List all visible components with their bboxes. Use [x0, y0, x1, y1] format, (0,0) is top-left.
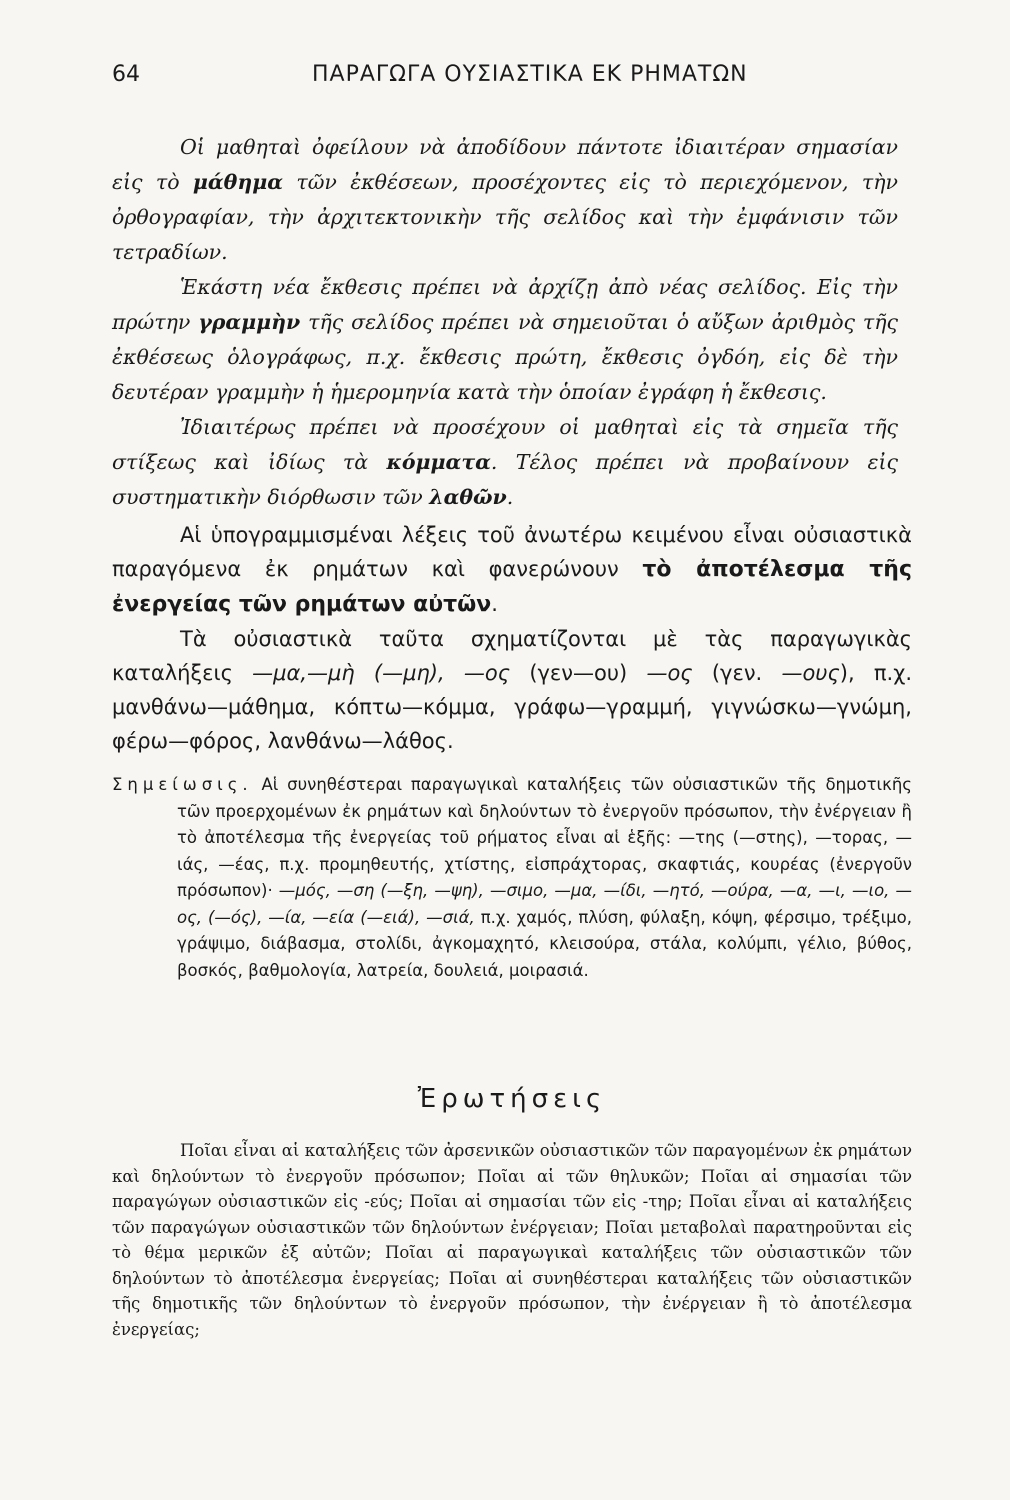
page-header	[112, 62, 912, 102]
note-block	[112, 772, 912, 984]
main-p2-text-d: (γεν.	[692, 661, 782, 685]
intro-paragraph-1	[112, 130, 898, 270]
main-p2-italic-3: —ος	[646, 661, 693, 685]
questions-block	[112, 1138, 912, 1342]
note-text-a: Αἱ συνηθέστεραι παραγωγικαὶ καταλήξεις τῶν οὐσιαστικῶν τῆς δημοτικῆς τῶν προερχομένων ἐκ ρημάτων καὶ δηλούντων τὸ ἐνεργοῦν πρόσωπον, τὴν ἐνέργειαν ἢ τὸ ἀποτέλεσμα τῆς ἐνεργείας τοῦ ρήματος εἶναι αἱ ἑξῆς: —της (—στης), —τορας, —ιάς, —έας, π.χ. προμηθευτής, χτίστης, εἰσπράχτορας, σκαφτιάς, κουρέας (ἐνεργοῦν πρόσωπον)·	[177, 775, 912, 900]
note-text-b: π.χ. χαμός, πλύση, φύλαξη, κόψη, φέρσιμο, τρέξιμο, γράψιμο, διάβασμα, στολίδι, ἀγκομαχητό, κλεισούρα, στάλα, κολύμπι, γέλιο, βύθος, βοσκός, βαθμολογία, λατρεία, δουλειά, μοιρασιά.	[177, 907, 913, 980]
section-title: Ἐρωτήσεις	[417, 1084, 607, 1114]
intro-text	[112, 126, 898, 515]
intro-p2-bold: γραμμὴν	[198, 310, 301, 334]
running-title: ΠΑΡΑΓΩΓΑ ΟΥΣΙΑΣΤΙΚΑ ΕΚ ΡΗΜΑΤΩΝ	[312, 62, 748, 87]
questions-paragraph: Ποῖαι εἶναι αἱ καταλήξεις τῶν ἀρσενικῶν οὐσιαστικῶν τῶν παραγομένων ἐκ ρημάτων καὶ δηλούντων τὸ ἐνεργοῦν πρόσωπον; Ποῖαι αἱ τῶν θηλυκῶν; Ποῖαι αἱ σημασίαι τῶν παραγώγων οὐσιαστικῶν εἰς -εύς; Ποῖαι αἱ σημασίαι τῶν εἰς -τηρ; Ποῖαι εἶναι αἱ καταλήξεις τῶν παραγώγων οὐσιαστικῶν τῶν δηλούντων ἐνέργειαν; Ποῖαι μεταβολαὶ παρατηροῦνται εἰς τὸ θέμα μερικῶν ἐξ αὐτῶν; Ποῖαι αἱ παραγωγικαὶ καταλήξεις τῶν οὐσιαστικῶν τῶν δηλούντων τὸ ἀποτέλεσμα ἐνεργείας; Ποῖαι αἱ συνηθέστεραι καταλήξεις τῶν οὐσιαστικῶν τῆς δημοτικῆς τῶν δηλούντων τὸ ἐνεργοῦν πρόσωπον, τὴν ἐνέργειαν ἢ τὸ ἀποτέλεσμα ἐνεργείας;	[112, 1141, 912, 1339]
main-text	[112, 518, 912, 758]
note-paragraph	[112, 772, 912, 984]
intro-p2-text-a: Ἑκάστη νέα ἔκθεσις πρέπει νὰ ἀρχίζῃ ἀπὸ νέας σελίδος. Εἰς τὴν πρώτην	[112, 275, 898, 334]
main-paragraph-1	[112, 518, 912, 622]
main-p2-italic-2: —ος	[463, 661, 511, 685]
intro-p2-text-b: τῆς σελίδος πρέπει νὰ σημειοῦται ὁ αὔξων ἀριθμὸς τῆς ἐκθέσεως ὁλογράφως, π.χ. ἔκθεσις πρώτη, ἔκθεσις ὀγδόη, εἰς δὲ τὴν δευτέραν γραμμὴν ἡ ἡμερομηνία κατὰ τὴν ὁποίαν ἐγράφη ἡ ἔκθεσις.	[112, 310, 899, 404]
main-paragraph-2	[112, 622, 912, 758]
main-p2-text-c: (γεν—ου)	[510, 661, 647, 685]
main-p2-italic-4: —ους	[781, 661, 840, 685]
intro-p1-text-b: τῶν ἐκθέσεων, προσέχοντες εἰς τὸ περιεχόμενον, τὴν ὀρθογραφίαν, τὴν ἀρχιτεκτονικὴν τῆς σελίδος καὶ τὴν ἐμφάνισιν τῶν τετραδίων.	[112, 170, 898, 264]
main-p2-italic-1: —μα,—μὴ (—μη),	[252, 661, 445, 685]
intro-paragraph-2	[112, 270, 898, 410]
note-label: Σημείωσις.	[112, 775, 253, 794]
intro-p3-text-b: . Τέλος πρέπει νὰ προβαίνουν εἰς συστηματικὴν διόρθωσιν τῶν	[112, 450, 898, 509]
intro-paragraph-3	[112, 410, 898, 515]
page-number: 64	[112, 62, 140, 87]
main-p2-text-a: Τὰ οὐσιαστικὰ ταῦτα σχηματίζονται μὲ τὰς παραγωγικὰς καταλήξεις	[112, 627, 912, 685]
main-p1-text-a: Αἱ ὑπογραμμισμέναι λέξεις τοῦ ἀνωτέρω κειμένου εἶναι οὐσιαστικὰ παραγόμενα ἐκ ρημάτων καὶ φανερώνουν	[112, 523, 912, 581]
intro-p3-bold-1: κόμματα	[386, 450, 491, 474]
intro-p3-text-c: .	[506, 485, 514, 509]
intro-p3-bold-2: λαθῶν	[429, 485, 507, 509]
intro-p3-text-a: Ἰδιαιτέρως πρέπει νὰ προσέχουν οἱ μαθηταὶ εἰς τὰ σημεῖα τῆς στίξεως καὶ ἰδίως τὰ	[112, 415, 898, 474]
intro-p1-bold: μάθημα	[192, 170, 284, 194]
main-p1-text-b: .	[491, 592, 498, 616]
note-text-italic: —μός, —ση (—ξη, —ψη), —σιμο, —μα, —ίδι, —ητό, —ούρα, —α, —ι, —ιο, —ος, (—ός), —ία, —εία (—ειά), —σιά,	[177, 881, 912, 927]
main-p1-emphasis: τὸ ἀποτέλεσμα τῆς ἐνεργείας τῶν ρημάτων αὐτῶν	[112, 557, 912, 617]
intro-p1-text-a: Οἱ μαθηταὶ ὀφείλουν νὰ ἀποδίδουν πάντοτε ἰδιαιτέραν σημασίαν εἰς τὸ	[112, 135, 898, 194]
main-p2-text-b	[445, 661, 464, 685]
main-p2-text-e: ), π.χ. μανθάνω—μάθημα, κόπτω—κόμμα, γράφω—γραμμή, γιγνώσκω—γνώμη, φέρω—φόρος, λανθάνω—λάθος.	[112, 661, 912, 753]
